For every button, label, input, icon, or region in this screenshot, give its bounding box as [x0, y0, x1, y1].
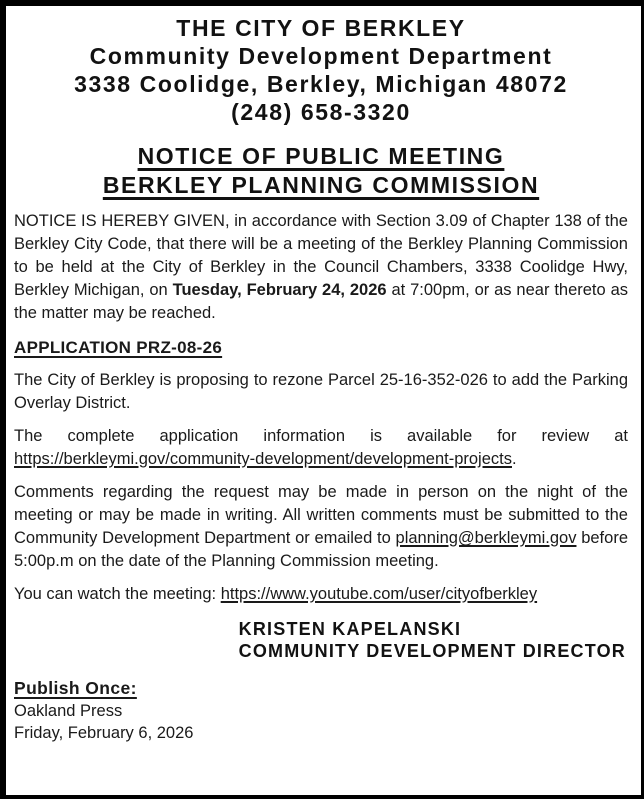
publish-date: Friday, February 6, 2026	[14, 724, 194, 742]
signatory-name: KRISTEN KAPELANSKI	[238, 619, 462, 639]
notice-title-line2: BERKLEY PLANNING COMMISSION	[102, 172, 540, 198]
org-name: THE CITY OF BERKLEY	[176, 15, 466, 41]
application-heading: APPLICATION PRZ-08-26	[14, 338, 223, 357]
watch-text: You can watch the meeting:	[14, 585, 221, 603]
publication-name: Oakland Press	[14, 702, 123, 720]
department-name: Community Development Department	[89, 43, 553, 69]
application-heading-row	[14, 336, 628, 359]
comments-paragraph	[14, 481, 628, 573]
notice-title-line1: NOTICE OF PUBLIC MEETING	[137, 143, 505, 169]
notice-title	[14, 142, 628, 200]
address-line: 3338 Coolidge, Berkley, Michigan 48072	[74, 71, 568, 97]
planning-email-link[interactable]: planning@berkleymi.gov	[395, 529, 577, 547]
development-projects-link[interactable]: https://berkleymi.gov/community-development/development-projects	[14, 450, 512, 468]
document-header	[14, 14, 628, 126]
intro-paragraph	[14, 210, 628, 325]
publish-block	[14, 677, 628, 744]
youtube-link[interactable]: https://www.youtube.com/user/cityofberkley	[220, 585, 538, 603]
review-paragraph	[14, 425, 628, 471]
publish-once-label: Publish Once:	[14, 678, 137, 698]
signatory-title: COMMUNITY DEVELOPMENT DIRECTOR	[238, 641, 626, 661]
intro-text-start: NOTICE IS HEREBY GIVEN, in accordance with Section 3.09 of Chapter 138 of the Berkley City Code, that there will be a meeting of the Berkley Planning Commission to be held at the City of Berkley in the Council Chambers, 3338 Coolidge Hwy, Berkley Michigan, on	[14, 212, 628, 299]
meeting-date: Tuesday, February 24, 2026	[172, 281, 387, 299]
review-text-end: .	[511, 450, 517, 468]
rezone-paragraph: The City of Berkley is proposing to rezone Parcel 25-16-352-026 to add the Parking Overlay District.	[14, 371, 628, 412]
signature-block	[239, 618, 626, 662]
watch-paragraph	[14, 583, 628, 606]
comments-text-end: before 5:00p.m on the date of the Planning Commission meeting.	[14, 529, 628, 570]
intro-text-end: at 7:00pm, or as near thereto as the matter may be reached.	[14, 281, 628, 322]
comments-text-start: Comments regarding the request may be made in person on the night of the meeting or may be made in writing. All written comments must be submitted to the Community Development Department or emailed to	[14, 483, 628, 547]
review-text: The complete application information is available for review at	[14, 427, 628, 445]
phone-number: (248) 658-3320	[231, 99, 411, 125]
